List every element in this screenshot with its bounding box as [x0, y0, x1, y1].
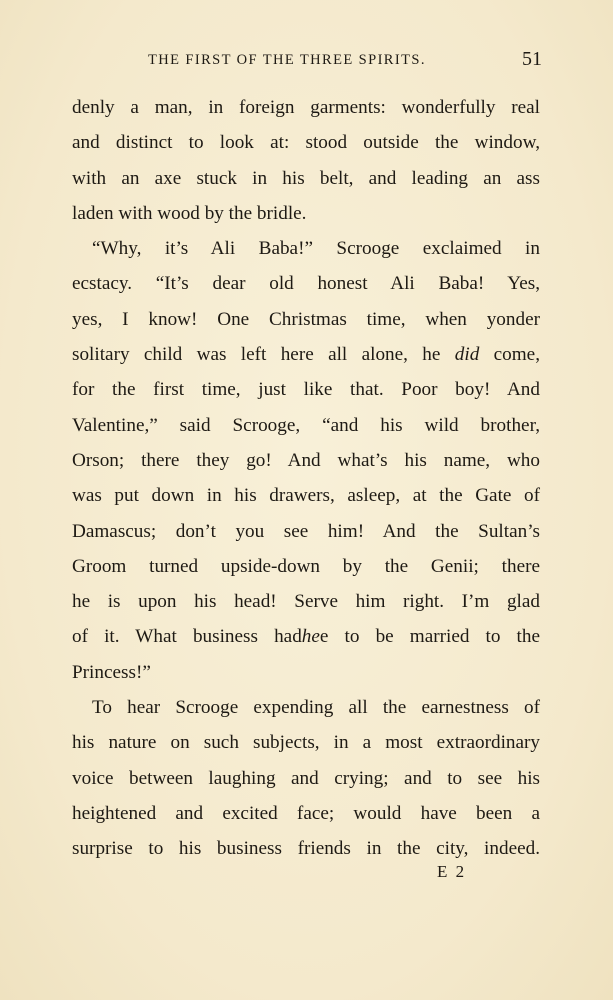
text-line: Princess!” [72, 661, 151, 683]
running-title: THE FIRST OF THE THREE SPIRITS. [148, 52, 426, 68]
text-line: voice between laughing and crying; and to see his [72, 767, 540, 789]
text-line: of it. What business hadhee to be married to the [72, 626, 541, 648]
text-line: solitary child was left here all alone, he did come, [72, 344, 540, 366]
text-line: Groom turned upside-down by the Genii; there [72, 555, 540, 577]
text-line: yes, I know! One Christmas time, when yonder [72, 308, 540, 330]
text-line: denly a man, in foreign garments: wonderfully real [72, 97, 540, 118]
text-line: heightened and excited face; would have been a [72, 802, 540, 824]
text-line: he is upon his head! Serve him right. I’m glad [72, 591, 540, 613]
text-line: Valentine,” said Scrooge, “and his wild brother, [72, 414, 540, 436]
text-line: laden with wood by the bridle. [72, 202, 307, 224]
text-line: ecstacy. “It’s dear old honest Ali Baba! Yes, [72, 273, 540, 295]
text-line: Orson; there they go! And what’s his name, who [72, 449, 540, 471]
signature-mark: E 2 [437, 862, 467, 881]
running-head [70, 50, 542, 72]
text-line: with an axe stuck in his belt, and leading an ass [72, 167, 540, 189]
text-line: his nature on such subjects, in a most extraordinary [72, 732, 540, 754]
text-line: was put down in his drawers, asleep, at the Gate of [72, 485, 540, 507]
emphasis: did [454, 344, 480, 366]
text-line: for the first time, just like that. Poor boy! And [72, 379, 540, 401]
text-line: surprise to his business friends in the city, indeed. [72, 838, 540, 860]
text-line: To hear Scrooge expending all the earnestness of [92, 697, 540, 719]
page-number: 51 [522, 48, 542, 70]
text-line: “Why, it’s Ali Baba!” Scrooge exclaimed in [92, 238, 540, 260]
emphasis: he [301, 626, 320, 648]
text-line: Damascus; don’t you see him! And the Sultan’s [72, 520, 540, 542]
body-text [72, 90, 540, 867]
text-line: and distinct to look at: stood outside the window, [72, 132, 540, 154]
